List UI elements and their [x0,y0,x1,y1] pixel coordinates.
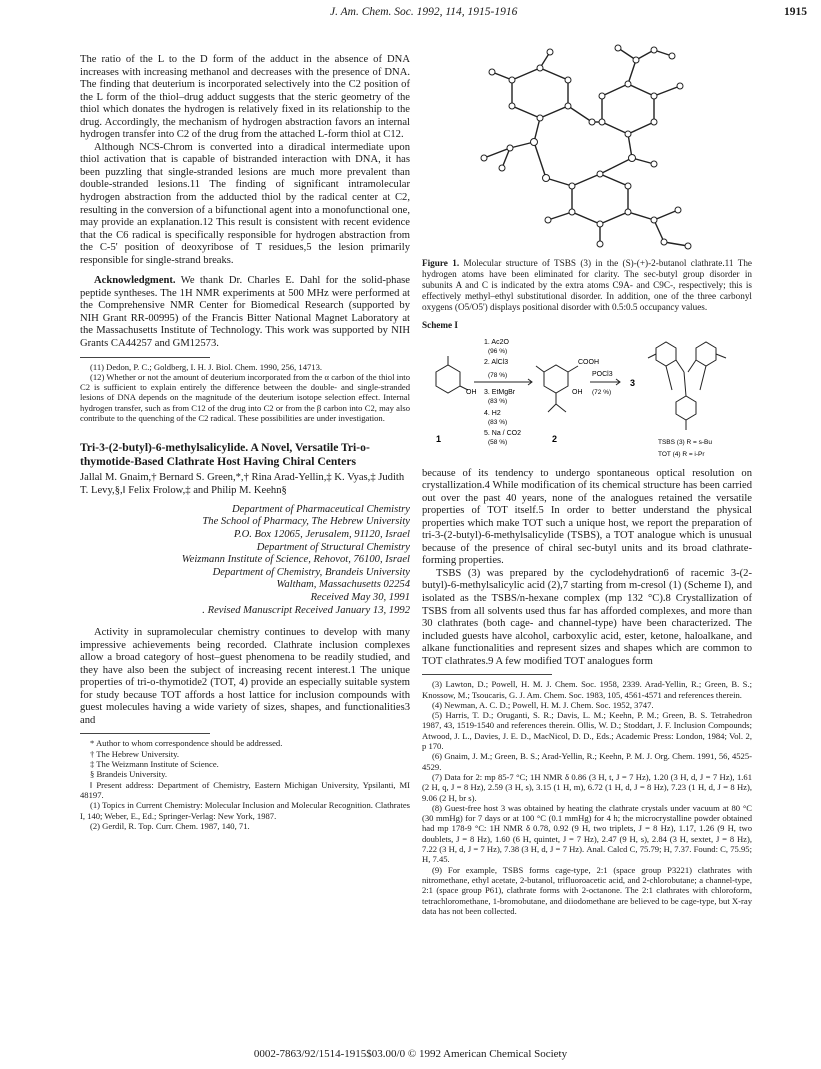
divider [80,357,210,358]
oh-label: OH [572,388,583,396]
compound-number: 3 [630,377,636,388]
paragraph: Although NCS-Chrom is converted into a diradical intermediate upon thiol activation that is capable of bistranded interaction with DNA, it has been puzzling that single-stranded lesions are much more prevalent than double-stranded lesions.11 The finding of significant intramolecular hydrogen abstraction from the adducted thiol by the radical center at C2, resulting in the conversion of a bifunctional agent into a monofunctional one, may provide an explanation.12 This result is consistent with recent evidence that the C6 radical is specifically responsible for hydrogen abstraction from the C-5' position of deoxyribose of T residues,5 the lesion primarily responsible for single-strand breaks. [80,141,410,266]
page-header [0,6,821,24]
scheme-label: Scheme I [422,320,458,330]
revised-date: . Revised Manuscript Received January 13, 1992 [202,604,410,616]
affiliation-line: The School of Pharmacy, The Hebrew University [202,516,410,528]
paragraph: TSBS (3) was prepared by the cyclodehydration6 of racemic 3-(2-butyl)-6-methylsalicylic acid (2),7 starting from m-cresol (1) (Scheme I), and isolated as the TSBS/n-hexane complex (mp 132 °C).8 Crystallization of TSBS from all solvents used thus far has afforded complexes, and more than 30 clathrates (both cage- and channel-type) have been characterized. The included guests have alcohol, carboxylic acid, ester, ketone, haloalkane, and alkane functionalities and represent sizes and shapes which are common to TOT clathrates.9 A few modified TOT analogues form [422,567,752,667]
compound-legend: TOT (4) R = i-Pr [658,450,705,458]
note: (1) Topics in Current Chemistry: Molecular Inclusion and Molecular Recognition. Clathrates I, 140; Weber, E., Ed.; Springer-Verlag: New York, 1987. [80,800,410,821]
ack-label: Acknowledgment. [94,275,176,287]
scheme-yield: (83 %) [488,418,508,426]
affiliation-line: Department of Structural Chemistry [256,541,410,553]
scheme-step: 2. AlCl3 [484,358,509,366]
author-notes [80,738,410,831]
caption-text: Molecular structure of TSBS (3) in the (S)-(+)-2-butanol clathrate.11 The hydrogen atoms have been eliminated for clarity. The sec-butyl group disorder in subunits A and C is indicated by the extra atoms C9A- and C9C-, respectively; this is effectively methyl–ethyl substitutional disorder. In addition, one of the three carbonyl oxygens (O5/O5') displays positional disorder with 0.5:0.5 occupancy values. [422,258,753,312]
scheme-step: 3. EtMgBr [484,388,516,396]
affiliation-line: Department of Chemistry, Brandeis University [212,566,410,578]
acknowledgment [80,275,410,350]
oh-label: OH [466,388,477,396]
reagent-label: POCl3 [592,370,613,378]
footnotes [80,362,410,424]
scheme-drawing [422,332,752,468]
scheme-yield: (58 %) [488,438,508,446]
cooh-label: COOH [578,358,599,366]
note: ‡ The Weizmann Institute of Science. [90,759,219,770]
affiliation-line: P.O. Box 12065, Jerusalem, 91120, Israel [233,528,410,540]
page-number: 1915 [784,6,807,18]
scheme-yield: (78 %) [488,371,508,379]
footnote: (11) Dedon, P. C.; Goldberg, I. H. J. Biol. Chem. 1990, 256, 14713. [90,361,323,372]
paragraph: because of its tendency to undergo spontaneous optical resolution on crystallization.4 While modification of its chemical structure has been carried out over the past 40 years, none of the analogues retained the versatile properties of TOT itself.5 In order to better understand the physical properties which make TOT such a unique host, we report the preparation of tri-3-(2-butyl)-6-methylsalicylide (TSBS), a TOT analogue which is unusual because of the presence of chiral sec-butyl units and its broad clathrate-forming properties. [422,467,752,567]
note: * Author to whom correspondence should be addressed. [90,738,283,749]
note: ‖ Present address: Department of Chemistry, Eastern Michigan University, Ypsilanti, MI 48197. [80,779,410,800]
reference: (9) For example, TSBS forms cage-type, 2:1 (space group P3221) clathrates with nitromethane, ethyl acetate, 2-butanol, trifluoroacetic acid, and 2-chlorobutane; a channel-type, 2:1 (space group P61), clathrate forms with 2-octanone. The 2:1 clathrates with chloroform, tetrachloromethane, 1-bromobutane, and diiodomethane are believed to be cage-type, but X-ray data has not been collected. [422,864,752,916]
scheme-step: 5. Na / CO2 [484,429,521,437]
left-column [80,54,410,831]
copyright-footer: 0002-7863/92/1514-1915$03.00/0 © 1992 American Chemical Society [253,1048,568,1060]
footnote: (12) Whether or not the amount of deuterium incorporated from the α carbon of the thiol into C2 is sufficient to explain entirely the difference between the double- and single-stranded lesions of DNA depends on the magnitude of the deuterium isotope selection effect. Internal hydrogen transfer, such as from C12 of the drug into C2 or from the β carbon into C2, may also contribute to the quenching of the C2 radical. These possibilities are under investigation. [80,371,410,424]
reference: (4) Newman, A. C. D.; Powell, H. M. J. Chem. Soc. 1952, 3747. [432,699,654,710]
compound-legend: TSBS (3) R = s-Bu [658,438,712,446]
scheme-step: 4. H2 [484,409,501,417]
reference: (6) Gnaim, J. M.; Green, B. S.; Arad-Yellin, R.; Keehn, P. M. J. Org. Chem. 1991, 56, 4525-4529. [422,751,752,772]
reference: (8) Guest-free host 3 was obtained by heating the clathrate crystals under vacuum at 80 °C (30 mmHg) for 7 days or at 100 °C (0.1 mmHg) for 4 h; the microcrystalline powder obtained had mp 178-9 °C: 1H NMR δ 0.78, 0.92 (9 H, two triplets, J = 8 Hz), 1.17, 1.26 (9 H, two doublets, J = 8 Hz), 1.60 (6 H, quintet, J = 7 Hz), 2.47 (9 H, s), 2.84 (3 H, sextet, J = 8 Hz), 7.22 (3 H, d, J = 7 Hz), 7.38 (3 H, d, J = 7 Hz). Anal. Calcd C, 75.79; H, 7.37. Found: C, 75.95; H, 7.45. [422,802,752,865]
ack-text: We thank Dr. Charles E. Dahl for the solid-phase peptide syntheses. The 1H NMR experiments at 500 MHz were performed at the Comprehensive NMR Center for Biomedical Research (supported by NIH Grant RR-00995) of the Francis Bitter National Magnet Laboratory at the Massachusetts Institute of Technology. This work was supported by NIH Grants CA44257 and GM12573. [80,275,410,350]
figure-1-structure [422,40,752,254]
received-date: Received May 30, 1991 [310,591,410,603]
affiliation-line: Department of Pharmaceutical Chemistry [231,503,410,515]
paragraph: The ratio of the L to the D form of the adduct in the absence of DNA increases with increasing methanol and decreases with the presence of DNA. The finding that deuterium is incorporated selectively into the C2 position of the L form of the thiol–drug adduct suggests that the steric geometry of the thiol which donates the hydrogen is relatively fixed in its relationship to the drug. Accordingly, the mechanism of hydrogen abstraction favors an internal hydrogen transfer into C2 of the drug from the attached L-form thiol at C12. [80,54,410,141]
note: (2) Gerdil, R. Top. Curr. Chem. 1987, 140, 71. [90,820,250,831]
right-column [422,40,752,916]
author-list: Jallal M. Gnaim,† Bernard S. Green,*,† Rina Arad-Yellin,‡ K. Vyas,‡ Judith T. Levy,§,‖ Felix Frolow,‡ and Philip M. Keehn§ [80,472,405,496]
reference: (7) Data for 2: mp 85-7 °C; 1H NMR δ 0.86 (3 H, t, J = 7 Hz), 1.20 (3 H, d, J = 7 Hz), 1.61 (2 H, q, J = 8 Hz), 2.59 (3 H, s), 3.15 (1 H, m), 6.72 (1 H, d, J = 8 Hz), 7.23 (1 H, d, J = 8 Hz), 9.06 (2 H, br s). [422,771,752,803]
compound-number: 1 [436,433,442,444]
figure-caption [422,258,752,313]
reagent-yield: (72 %) [592,388,612,396]
compound-number: 2 [552,433,558,444]
reference: (3) Lawton, D.; Powell, H. M. J. Chem. Soc. 1958, 2339. Arad-Yellin, R.; Green, B. S.; Knossow, M.; Tsoucaris, G. J. Am. Chem. Soc. 1983, 105, 4561-4571 and references therein. [422,679,752,700]
reference: (5) Harris, T. D.; Oruganti, S. R.; Davis, L. M.; Keehn, P. M.; Green, B. S. Tetrahedron 1987, 43, 1519-1540 and references therein. Ollis, W. D.; Stoddart, J. F. Inclusion Compounds; Atwood, J. L., Davies, J. E. D., MacNicol, D. D., Eds.; Academic Press: London, 1984; Vol. 2, p 170. [422,710,752,752]
molecular-structure-drawing [422,40,752,254]
paragraph: Activity in supramolecular chemistry continues to develop with many impressive achievements being recorded. Clathrate inclusion complexes allow a broad category of host–guest phenomena to be readily studied, and they have also been the subject of increasing recent interest.1 The unique properties of tri-o-thymotide2 (TOT, 4) provide an especially suitable system for study because TOT affords a host lattice for inclusion compounds with guest molecules having a wide variety of sizes, shapes, and functionalities3 and [80,627,410,726]
scheme-yield: (83 %) [488,397,508,405]
scheme-1 [422,332,752,468]
divider [80,733,210,734]
caption-label: Figure 1. [422,258,460,268]
references [422,679,752,916]
divider [422,674,552,675]
affiliation-line: Weizmann Institute of Science, Rehovot, 76100, Israel [181,554,410,566]
scheme-step: 1. Ac2O [484,338,509,346]
scheme-yield: (96 %) [488,347,508,355]
note: † The Hebrew University. [90,748,180,759]
journal-citation: J. Am. Chem. Soc. 1992, 114, 1915-1916 [330,6,518,18]
article-title: Tri-3-(2-butyl)-6-methylsalicylide. A Novel, Versatile Tri-o-thymotide-Based Clathrate Host Having Chiral Centers [80,441,370,468]
affiliations [80,504,410,592]
note: § Brandeis University. [90,769,168,780]
affiliation-line: Waltham, Massachusetts 02254 [276,579,410,591]
